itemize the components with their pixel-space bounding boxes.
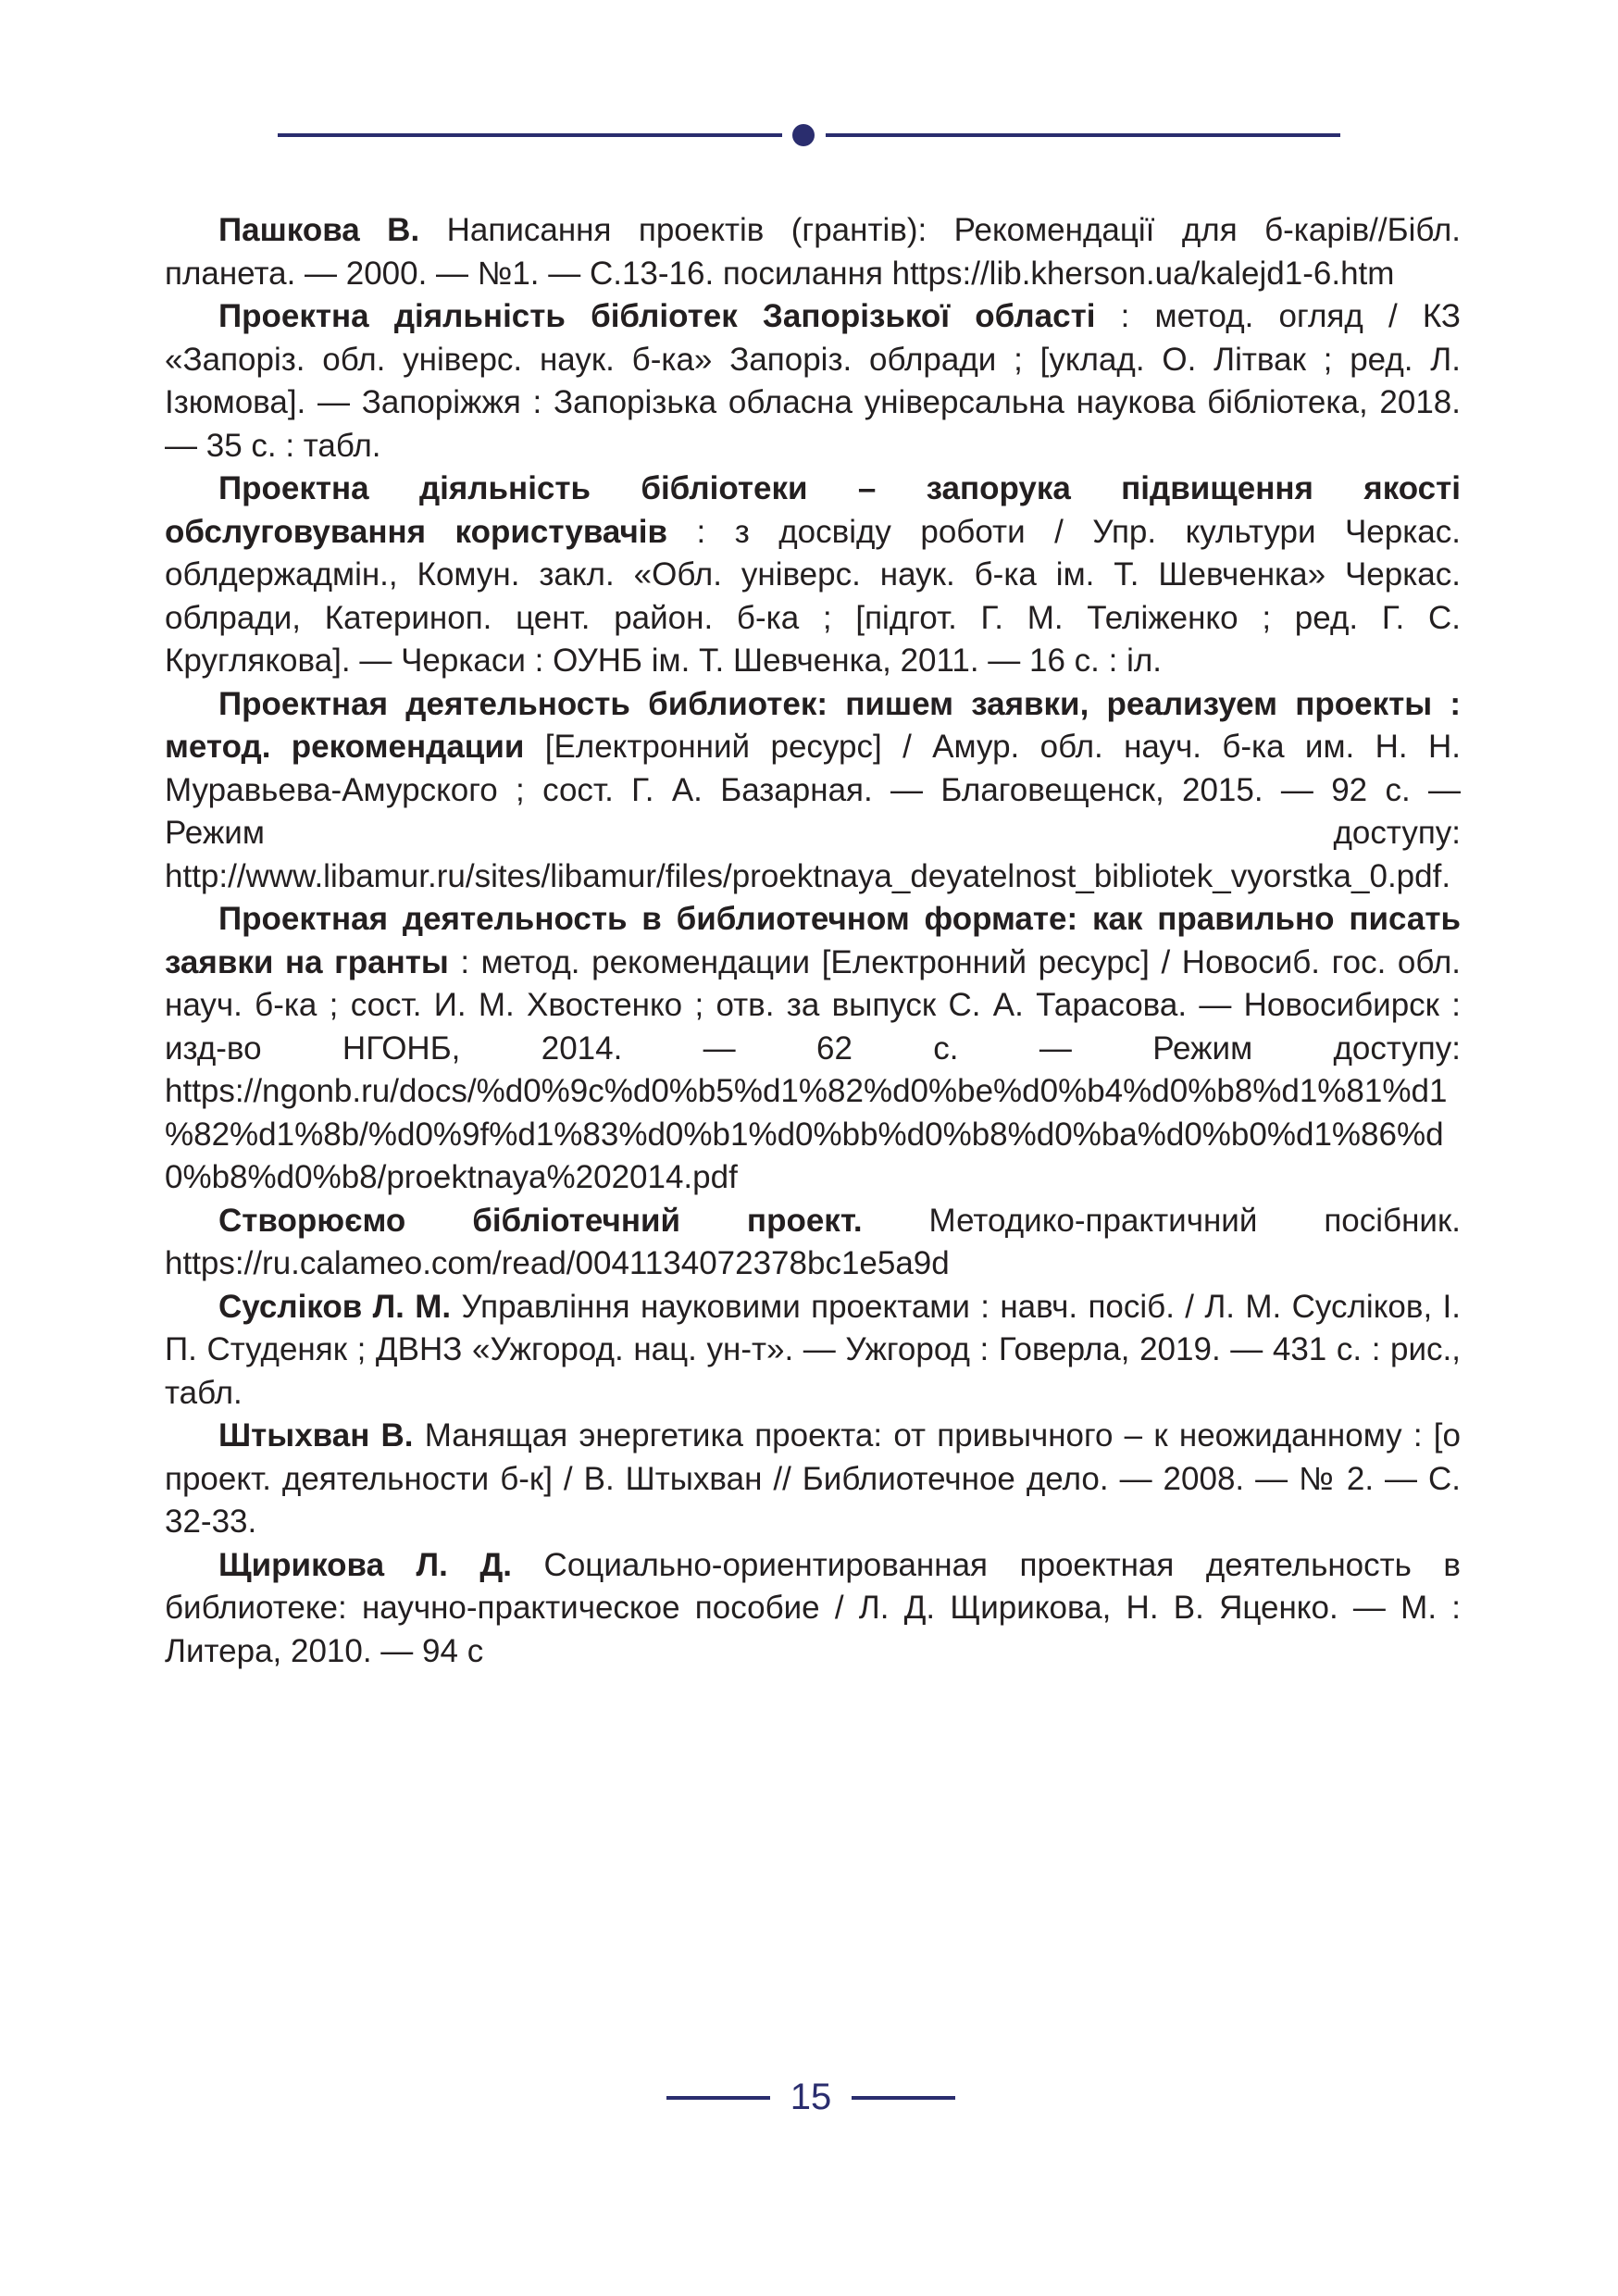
- entry-description: [Електронний ресурс] / Амур. обл. науч. б-ка им. Н. Н. Муравьева-Амурского ; сост. Г. А. Базарная. — Благовещенск, 2015. — 92 с. — Режим доступу: http://www.libamur.ru/sites/libamur/files/proektnaya_deyatelnost_bibliotek_vyorstka_0.pdf.: [165, 729, 1462, 894]
- footer-line-left: [666, 2096, 770, 2100]
- bibliography-entry: [165, 683, 1461, 899]
- entry-description: Социально-ориентированная проектная деятельность в библиотеке: научно-практическое пособие / Л. Д. Щирикова, Н. В. Яценко. — М. : Литера, 2010. — 94 с: [165, 1546, 1461, 1669]
- entry-title: Створюємо бібліотечний проект.: [218, 1202, 863, 1239]
- entry-title: Проектна діяльність бібліотек Запорізької області: [218, 298, 1096, 334]
- bibliography-entry: [165, 898, 1461, 1200]
- entry-description: Управління науковими проектами : навч. посіб. / Л. М. Сусліков, І. П. Студеняк ; ДВНЗ «Ужгород. нац. ун-т». — Ужгород : Говерла, 2019. — 431 с. : рис., табл.: [165, 1288, 1461, 1411]
- page-footer: [666, 2074, 953, 2120]
- bibliography-list: [165, 209, 1461, 1673]
- entry-description: Методико-практичний посібник. https://ru.calameo.com/read/0041134072378bc1e5a9d: [165, 1202, 1461, 1281]
- bibliography-entry: [165, 1544, 1461, 1674]
- entry-description: Написання проектів (грантів): Рекомендації для б-карів//Бібл. планета. — 2000. — №1. — С.13-16. посилання https://lib.kherson.ua/kalejd1-6.htm: [165, 212, 1461, 292]
- footer-line-right: [852, 2096, 955, 2100]
- entry-author: Щирикова Л. Д.: [218, 1546, 513, 1583]
- entry-description: : метод. рекомендации [Електронний ресурс] / Новосиб. гос. обл. науч. б-ка ; сост. И. М. Хвостенко ; отв. за выпуск С. А. Тарасова. — Новосибирск : изд-во НГОНБ, 2014. — 62 с. — Режим доступу: https://ngonb.ru/docs/%d0%9c%d0%b5%d1%82%d0%be%d0%b4%d0%b8%d1%81%d1%82%d1%8b/%d0%9f%d1%83%d0%b1%d0%bb%d0%b8%d0%ba%d0%b0%d1%86%d0%b8%d0%b8/proektnaya%202014.pdf: [165, 943, 1461, 1195]
- entry-title: Проектная деятельность в библиотечном формате: как правильно писать заявки на гранты: [165, 901, 1461, 980]
- header-divider-dot: [792, 124, 815, 146]
- entry-title: Проектная деятельность библиотек: пишем заявки, реализуем проекты : метод. рекомендации: [165, 685, 1461, 765]
- entry-description: : з досвіду роботи / Упр. культури Черкас. облдержадмін., Комун. закл. «Обл. універс. наук. б-ка ім. Т. Шевченка» Черкас. облради, Катериноп. цент. район. б-ка ; [підгот. Г. М. Теліженко ; ред. Г. С. Круглякова]. — Черкаси : ОУНБ ім. Т. Шевченка, 2011. — 16 с. : іл.: [165, 513, 1461, 679]
- entry-author: Штыхван В.: [218, 1417, 414, 1454]
- bibliography-entry: [165, 468, 1461, 683]
- entry-author: Пашкова В.: [218, 212, 420, 248]
- entry-title: Проектна діяльність бібліотеки – запорука підвищення якості обслуговування користувачів: [165, 470, 1461, 550]
- page-number: 15: [790, 2077, 832, 2117]
- entry-description: : метод. огляд / КЗ «Запоріз. обл. універс. наук. б-ка» Запоріз. облради ; [уклад. О. Літвак ; ред. Л. Ізюмова]. — Запоріжжя : Запорізька обласна універсальна наукова бібліотека, 2018. — 35 с. : табл.: [165, 298, 1462, 464]
- bibliography-entry: [165, 209, 1461, 295]
- entry-author: Сусліков Л. М.: [218, 1288, 452, 1325]
- bibliography-entry: [165, 1415, 1461, 1544]
- header-divider: [278, 133, 1340, 138]
- entry-description: Манящая энергетика проекта: от привычного – к неожиданному : [о проект. деятельности б-к] / В. Штыхван // Библиотечное дело. — 2008. — № 2. — С. 32-33.: [165, 1417, 1461, 1540]
- bibliography-entry: [165, 1200, 1461, 1286]
- header-divider-line-right: [826, 133, 1340, 137]
- header-divider-line-left: [278, 133, 782, 137]
- bibliography-entry: [165, 295, 1461, 468]
- bibliography-entry: [165, 1286, 1461, 1416]
